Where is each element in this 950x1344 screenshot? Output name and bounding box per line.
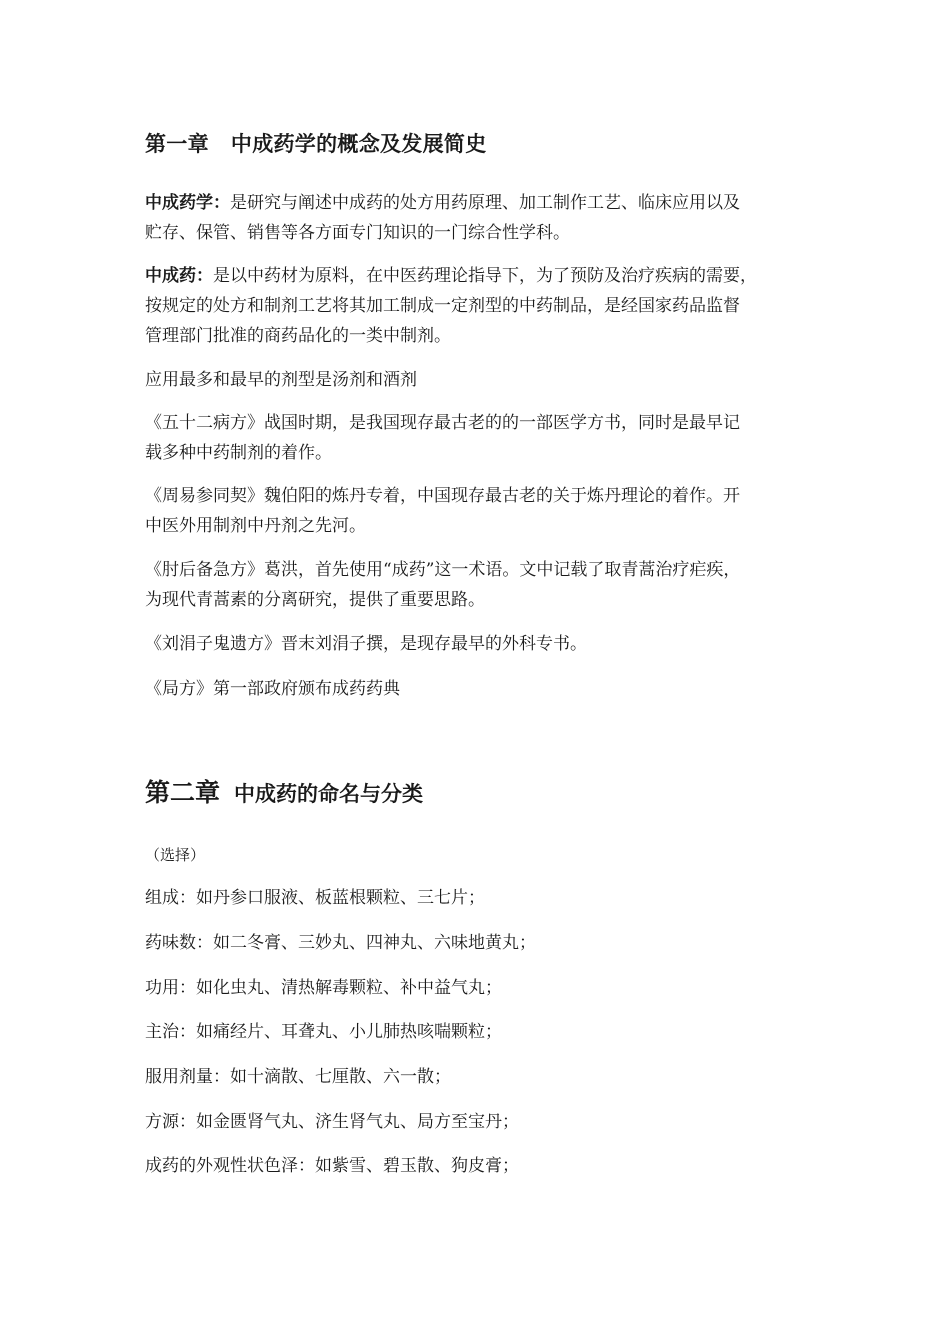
definition-term: 中成药学 xyxy=(145,193,213,213)
history-line: 《五十二病方》战国时期，是我国现存最古老的的一部医学方书，同时是最早记 xyxy=(145,413,740,433)
chapter-2-heading xyxy=(145,773,815,809)
history-line: 载多种中药制剂的着作。 xyxy=(145,443,332,463)
history-line: 中医外用制剂中丹剂之先河。 xyxy=(145,516,366,536)
definition-line: 是以中药材为原料，在中医药理论指导下，为了预防及治疗疾病的需要， xyxy=(213,266,757,286)
history-line: 《局方》第一部政府颁布成药药典 xyxy=(145,679,400,699)
history-item-liujuanzi-guiyifang xyxy=(145,629,815,659)
history-item-zhouhou-beijifang xyxy=(145,555,815,615)
chapter-2-number: 第二章 xyxy=(145,778,221,807)
definition-line: 按规定的处方和制剂工艺将其加工制成一定剂型的中药制品，是经国家药品监督 xyxy=(145,296,740,316)
selection-note: （选择） xyxy=(145,846,206,864)
history-item-jufang xyxy=(145,674,815,704)
definition-tcm-pharmacology: 中成药学：是研究与阐述中成药的处方用药原理、加工制作工艺、临床应用以及 贮存、保管、销售等各方面专门知识的一门综合性学科。 xyxy=(145,188,815,248)
history-line: 《肘后备急方》葛洪，首先使用“成药”这一术语。文中记载了取青蒿治疗疟疾， xyxy=(145,560,741,580)
history-line: 《周易参同契》魏伯阳的炼丹专着，中国现存最古老的关于炼丹理论的着作。开 xyxy=(145,486,740,506)
naming-item: 功用：如化虫丸、清热解毒颗粒、补中益气丸； xyxy=(145,978,502,998)
dosage-note: 应用最多和最早的剂型是汤剂和酒剂 xyxy=(145,370,417,390)
definition-line: 是研究与阐述中成药的处方用药原理、加工制作工艺、临床应用以及 xyxy=(230,193,740,213)
naming-item: 方源：如金匮肾气丸、济生肾气丸、局方至宝丹； xyxy=(145,1112,519,1132)
history-line: 《刘涓子鬼遗方》晋末刘涓子撰，是现存最早的外科专书。 xyxy=(145,634,587,654)
naming-item: 服用剂量：如十滴散、七厘散、六一散； xyxy=(145,1067,451,1087)
history-item-zhouyi-cantongqi xyxy=(145,481,815,541)
chapter-1-title: 中成药学的概念及发展简史 xyxy=(230,131,487,156)
naming-item: 成药的外观性状色泽：如紫雪、碧玉散、狗皮膏； xyxy=(145,1156,519,1176)
definition-line: 管理部门批准的商药品化的一类中制剂。 xyxy=(145,326,451,346)
naming-item: 主治：如痛经片、耳聋丸、小儿肺热咳喘颗粒； xyxy=(145,1022,502,1042)
chapter-1-heading xyxy=(145,128,815,158)
definition-term: 中成药 xyxy=(145,266,196,286)
history-line: 为现代青蒿素的分离研究，提供了重要思路。 xyxy=(145,590,485,610)
chapter-1-number: 第一章 xyxy=(145,131,209,156)
naming-item: 药味数：如二冬膏、三妙丸、四神丸、六味地黄丸； xyxy=(145,933,536,953)
naming-item: 组成：如丹参口服液、板蓝根颗粒、三七片； xyxy=(145,888,485,908)
definition-line: 贮存、保管、销售等各方面专门知识的一门综合性学科。 xyxy=(145,223,570,243)
definition-chinese-patent-medicine: 中成药：是以中药材为原料，在中医药理论指导下，为了预防及治疗疾病的需要， 按规定的处方和制剂工艺将其加工制成一定剂型的中药制品，是经国家药品监督 管理部门批准的商药品化的一类中制剂。 xyxy=(145,261,815,351)
history-item-wushier-bingfang xyxy=(145,408,815,468)
chapter-2-title: 中成药的命名与分类 xyxy=(234,781,424,806)
